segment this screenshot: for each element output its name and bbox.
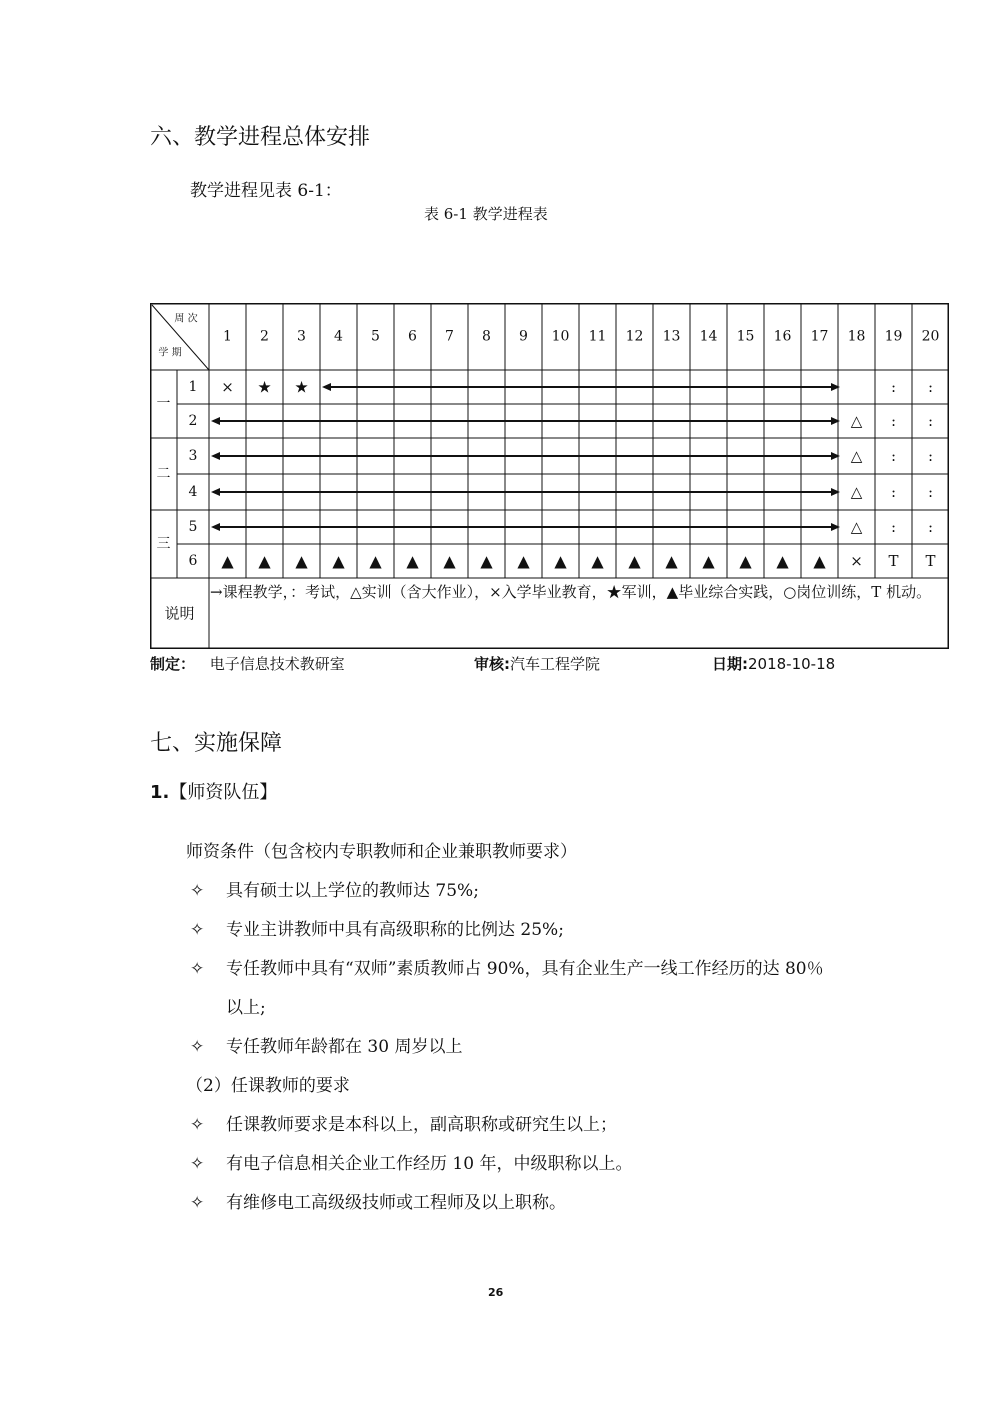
week-number: 12 <box>625 328 644 345</box>
date-label: 日期: <box>712 655 748 673</box>
header-week-label: 周 次 <box>174 313 198 325</box>
cell-symbol: ▲ <box>406 551 419 571</box>
bullet-text: 专业主讲教师中具有高级职称的比例达 25%; <box>226 920 564 940</box>
cell-symbol: : <box>890 412 897 430</box>
cell-symbol: : <box>927 412 934 430</box>
intro-text: 教学进程见表 6-1： <box>190 181 342 201</box>
header-term-label: 学 期 <box>158 347 182 359</box>
subsection-1-number: 1. <box>150 782 170 803</box>
bullet-text: 专任教师年龄都在 30 周岁以上 <box>226 1037 463 1057</box>
term-number: 6 <box>188 553 198 569</box>
legend-text: →课程教学，：考试，△实训（含大作业），×入学毕业教育，★军训，▲毕业综合实践，○岗位训练，T 机动。 <box>210 583 932 601</box>
arrow-head-right <box>831 417 840 425</box>
date-value: 2018-10-18 <box>748 655 836 673</box>
bullet-item <box>190 1149 632 1174</box>
cell-symbol: T <box>888 552 899 570</box>
week-number: 7 <box>445 328 454 345</box>
cell-symbol: : <box>890 447 897 465</box>
bullet-item <box>190 1188 566 1213</box>
week-number: 4 <box>334 328 343 345</box>
review-label: 审核: <box>474 655 510 673</box>
bullet-text: 有维修电工高级级技师或工程师及以上职称。 <box>226 1193 566 1213</box>
cell-symbol: ▲ <box>369 551 382 571</box>
cell-symbol: △ <box>850 447 863 465</box>
bullet-diamond-icon: ✧ <box>190 1037 205 1057</box>
week-number: 5 <box>371 328 380 345</box>
subsection-1-label: 【师资队伍】 <box>169 782 278 803</box>
cell-symbol: ▲ <box>332 551 345 571</box>
term-number: 3 <box>188 448 198 464</box>
cell-symbol: ▲ <box>813 551 826 571</box>
footer-made <box>150 653 345 674</box>
cell-symbol: ▲ <box>665 551 678 571</box>
year-label: 二 <box>156 466 171 482</box>
term-number: 2 <box>188 413 198 429</box>
cell-symbol: : <box>890 378 897 396</box>
bullet-item <box>190 954 824 979</box>
cell-symbol: ★ <box>294 377 309 397</box>
bullet-diamond-icon: ✧ <box>190 881 205 901</box>
section7-title: 七、实施保障 <box>150 731 283 756</box>
made-label: 制定： <box>150 655 196 673</box>
week-number: 2 <box>260 328 269 345</box>
cell-symbol: : <box>890 518 897 536</box>
cell-symbol: ▲ <box>702 551 715 571</box>
cell-symbol: ▲ <box>221 551 234 571</box>
arrow-head-right <box>831 488 840 496</box>
bullet-item <box>190 876 479 901</box>
term-number: 5 <box>188 519 198 535</box>
review-value: 汽车工程学院 <box>510 655 601 673</box>
term-number: 1 <box>188 379 198 395</box>
cell-symbol: △ <box>850 412 863 430</box>
cell-symbol: : <box>927 378 934 396</box>
bullet-continuation: 以上; <box>226 998 266 1018</box>
arrow-head-left <box>211 488 220 496</box>
cell-symbol: : <box>927 447 934 465</box>
bullet-text: 专任教师中具有“双师”素质教师占 90%，具有企业生产一线工作经历的达 80％ <box>226 959 824 979</box>
cell-symbol: ▲ <box>258 551 271 571</box>
cell-symbol: ▲ <box>443 551 456 571</box>
week-number: 17 <box>810 328 829 345</box>
cell-symbol: × <box>850 552 863 570</box>
bullet-diamond-icon: ✧ <box>190 1154 205 1174</box>
week-number: 9 <box>519 328 528 345</box>
week-number: 11 <box>588 328 607 345</box>
cell-symbol: ▲ <box>480 551 493 571</box>
week-number: 1 <box>223 328 232 345</box>
arrow-head-right <box>831 452 840 460</box>
week-number: 14 <box>699 328 718 345</box>
week-number: 3 <box>297 328 306 345</box>
table-caption: 表 6-1 教学进程表 <box>424 205 548 223</box>
bullet-item <box>190 1110 617 1135</box>
cell-symbol: ★ <box>257 377 272 397</box>
week-number: 20 <box>921 328 940 345</box>
cell-symbol: ▲ <box>554 551 567 571</box>
week-number: 18 <box>847 328 866 345</box>
footer-date <box>712 653 835 674</box>
week-number: 19 <box>884 328 903 345</box>
bullet-diamond-icon: ✧ <box>190 920 205 940</box>
arrow-head-left <box>211 452 220 460</box>
arrow-head-right <box>831 523 840 531</box>
cell-symbol: ▲ <box>295 551 308 571</box>
term-number: 4 <box>188 484 198 500</box>
bullet-item <box>190 915 564 940</box>
cell-symbol: T <box>925 552 936 570</box>
bullet-text: 具有硕士以上学位的教师达 75%; <box>226 881 479 901</box>
week-number: 13 <box>662 328 681 345</box>
week-number: 16 <box>773 328 792 345</box>
bullet-diamond-icon: ✧ <box>190 1115 205 1135</box>
arrow-head-left <box>322 383 331 391</box>
footer-review <box>474 653 600 674</box>
cell-symbol: × <box>221 378 234 396</box>
bullet-item <box>190 1032 462 1057</box>
made-value: 电子信息技术教研室 <box>209 655 345 673</box>
section6-title: 六、教学进程总体安排 <box>150 125 371 150</box>
cell-symbol: ▲ <box>776 551 789 571</box>
cell-symbol: ▲ <box>591 551 604 571</box>
subsection-2-title: （2）任课教师的要求 <box>186 1076 350 1096</box>
week-number: 6 <box>408 328 417 345</box>
cell-symbol: △ <box>850 518 863 536</box>
cell-symbol: ▲ <box>628 551 641 571</box>
cell-symbol: ▲ <box>739 551 752 571</box>
year-label: 三 <box>156 536 171 552</box>
year-label: 一 <box>156 396 171 412</box>
bullet-text: 有电子信息相关企业工作经历 10 年，中级职称以上。 <box>226 1154 633 1174</box>
page-number: 26 <box>488 1286 504 1299</box>
subsection-1-title <box>150 778 277 804</box>
conditions-title: 师资条件（包含校内专职教师和企业兼职教师要求） <box>186 842 577 862</box>
schedule-table <box>150 303 949 649</box>
bullet-diamond-icon: ✧ <box>190 959 205 979</box>
arrow-head-left <box>211 523 220 531</box>
bullet-diamond-icon: ✧ <box>190 1193 205 1213</box>
bullet-text: 任课教师要求是本科以上，副高职称或研究生以上； <box>226 1115 617 1135</box>
week-number: 8 <box>482 328 491 345</box>
cell-symbol: : <box>927 483 934 501</box>
arrow-head-left <box>211 417 220 425</box>
cell-symbol: △ <box>850 483 863 501</box>
week-number: 10 <box>551 328 570 345</box>
cell-symbol: ▲ <box>517 551 530 571</box>
cell-symbol: : <box>927 518 934 536</box>
arrow-head-right <box>831 383 840 391</box>
legend-label: 说明 <box>164 604 195 623</box>
week-number: 15 <box>736 328 755 345</box>
cell-symbol: : <box>890 483 897 501</box>
